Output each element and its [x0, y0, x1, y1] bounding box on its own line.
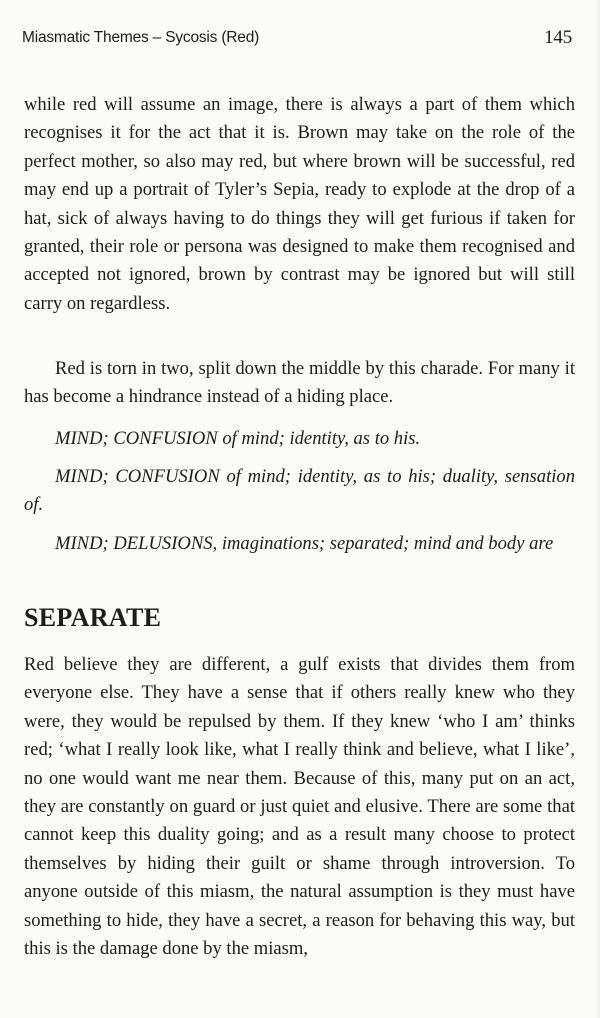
paragraph-text: while red will assume an image, there is always a part of them which recognises it for the act that it is. Brown may take on the role of the perfect mother, so also may red, but where brown will be successful, red may end up a portrait of Tyler’s Sepia, ready to explode at the drop of a hat, sick of always having to do things they will get furious if taken for granted, their role or persona was designed to make them recognised and accepted not ignored, brown by contrast may be ignored but will still carry on regardless. [24, 94, 575, 314]
rubric-text: MIND; DELUSIONS, imaginations; separated; mind and body are [55, 533, 554, 554]
page-edge-shadow [594, 0, 600, 1018]
page-number: 145 [544, 27, 572, 48]
repertory-rubric [24, 463, 575, 520]
repertory-rubric [24, 530, 575, 558]
paragraph-continued [24, 91, 575, 318]
paragraph-text: Red is torn in two, split down the middle by this charade. For many it has become a hindrance instead of a hiding place. [24, 358, 575, 408]
repertory-rubric [24, 425, 575, 453]
rubric-text: MIND; CONFUSION of mind; identity, as to his. [55, 428, 421, 449]
paragraph [24, 651, 575, 963]
running-title: Miasmatic Themes – Sycosis (Red) [22, 29, 260, 46]
rubric-text: MIND; CONFUSION of mind; identity, as to his; duality, sensation of. [24, 466, 575, 516]
section-heading: SEPARATE [24, 603, 162, 632]
paragraph-text: Red believe they are different, a gulf exists that divides them from everyone else. They have a sense that if others really knew who they were, they would be repulsed by them. If they knew ‘who I am’ thinks red; ‘what I really look like, what I really think and believe, what I like’, no one would want me near them. Because of this, many put on an act, they are constantly on guard or just quiet and elusive. There are some that cannot keep this duality going; and as a result many choose to protect themselves by hiding their guilt or shame through introversion. To anyone outside of this miasm, the natural assumption is they must have something to hide, they have a secret, a reason for behaving this way, but this is the damage done by the miasm, [24, 654, 575, 960]
running-header [22, 27, 572, 51]
paragraph [24, 355, 575, 412]
